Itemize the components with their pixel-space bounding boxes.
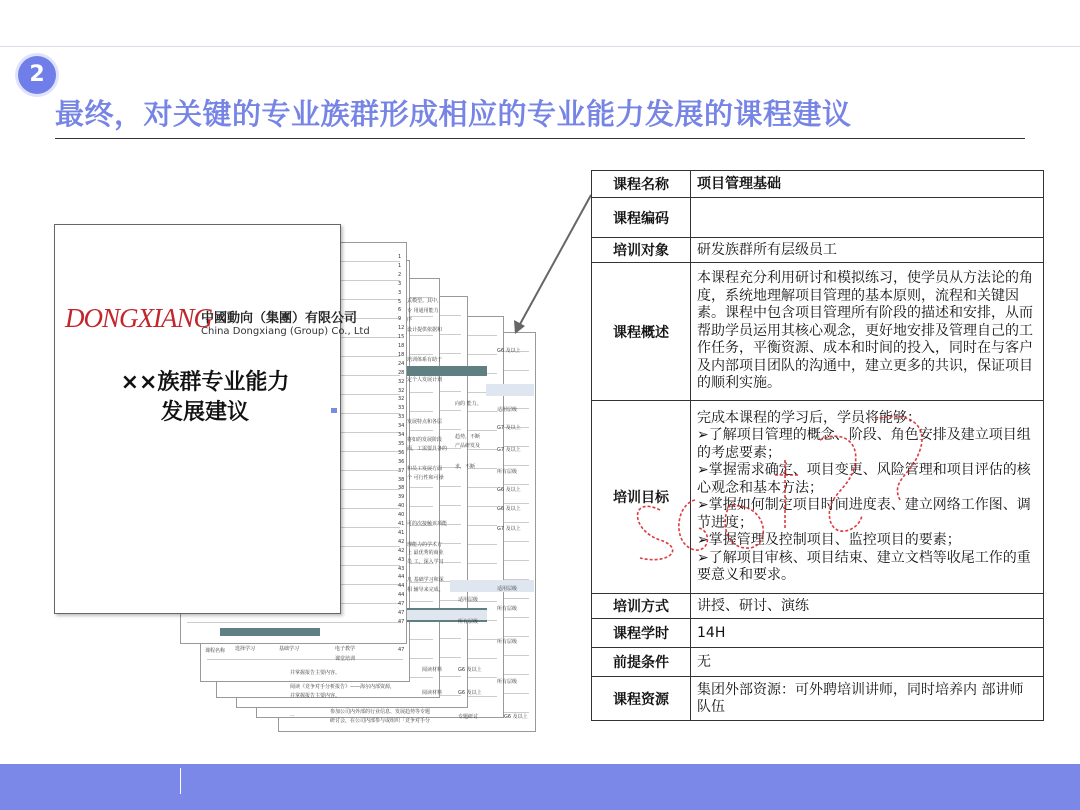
row-method (592, 594, 1044, 619)
value-audience: 研发族群所有层级员工 (691, 238, 1044, 263)
logo-company-en: China Dongxiang (Group) Co., Ltd (201, 326, 370, 337)
document-snippet: 和员工发展方面 (407, 466, 443, 472)
toc-page-number: 44 (398, 592, 405, 599)
value-method: 讲授、研讨、演练 (691, 594, 1044, 619)
document-snippet: 专 用通用能力 (407, 308, 439, 314)
goal-item: ➢了解项目审核、项目结束、建立文档等收尾工作的重要意义和要求。 (697, 549, 1031, 583)
document-snippet: 阅读材料 (422, 690, 443, 696)
document-snippet: 适用层级 (458, 597, 479, 603)
document-snippet: 员 工，深入学习 (407, 559, 444, 565)
label-resources: 课程资源 (592, 677, 691, 721)
cover-title-line2: 发展建议 (160, 400, 249, 425)
document-snippet: 基础学习 (279, 646, 300, 652)
document-snippet: 培训体系有助于 (407, 357, 443, 363)
document-snippet: G7 及以上 (497, 425, 521, 431)
document-snippet: G6 及以上 (504, 714, 528, 720)
step-badge: 2 (18, 56, 56, 94)
page-title: 最终，对关键的专业族群形成相应的专业能力发展的课程建议 (55, 97, 852, 131)
document-snippet: 设计提供依据和 (407, 327, 443, 333)
toc-page-number: 34 (398, 423, 405, 430)
toc-page-number: 42 (398, 538, 405, 545)
document-snippet: G7 及以上 (497, 526, 521, 532)
toc-page-number: 41 (398, 529, 405, 536)
document-snippet: 所有层级 (458, 619, 479, 625)
document-snippet: 选择学习 (235, 646, 256, 652)
footer-divider (180, 768, 181, 794)
document-snippet: 式模型。其中， (407, 298, 443, 304)
document-snippet: 阅读《竞争对手分析报告》——海尔内部资源， (290, 684, 396, 690)
document-snippet: 个 可行性和可操 (407, 475, 444, 481)
row-overview (592, 263, 1044, 401)
value-goals (691, 401, 1044, 594)
toc-page-number: 32 (398, 396, 405, 403)
toc-page-number: 3 (398, 280, 402, 287)
cover-title-line1: ××族群专业能力 (120, 370, 290, 395)
toc-page-number: 37 (398, 467, 405, 474)
label-course-name: 课程名称 (592, 171, 691, 198)
toc-page-number: 35 (398, 440, 405, 447)
label-course-code: 课程编码 (592, 198, 691, 238)
toc-page-number: 42 (398, 547, 405, 554)
toc-page-number: 32 (398, 378, 405, 385)
document-snippet: 面，工需要具备的 (407, 446, 448, 452)
toc-page-number: 18 (398, 343, 405, 349)
toc-page-number: 28 (398, 369, 405, 376)
toc-page-number: 32 (398, 387, 405, 394)
document-snippet: 产品研发及 (455, 443, 481, 449)
document-snippet: G6 及以上 (497, 348, 521, 354)
document-snippet: 凡 基础学习和深 (407, 577, 444, 583)
toc-page-number: 34 (398, 432, 405, 438)
goal-item: ➢了解项目管理的概念、阶段、角色安排及建立项目组的考虑要素； (697, 427, 1031, 461)
document-snippet: G6 及以上 (458, 690, 482, 696)
document-snippet: 发展特点和各层 (407, 419, 443, 425)
label-method: 培训方式 (592, 594, 691, 619)
document-snippet: 趋势，不断 (455, 434, 481, 440)
value-resources: 集团外部资源：可外聘培训讲师，同时培养内 部讲师队伍 (691, 677, 1044, 721)
toc-page-number: 33 (398, 414, 405, 421)
toc-page-number: 18 (398, 351, 405, 358)
value-course-code (691, 198, 1044, 238)
document-snippet: 所有层级 (497, 679, 518, 685)
toc-page-number: 33 (398, 405, 405, 412)
toc-page-number: 1 (398, 262, 402, 269)
document-snippet: 定个人发展计划 (407, 377, 443, 383)
toc-page-number: 36 (398, 449, 405, 456)
document-snippet: 专题研讨 (458, 714, 479, 720)
toc-page-number: 36 (398, 458, 405, 465)
toc-page-number: 40 (398, 512, 405, 519)
toc-page-number: 24 (398, 360, 405, 367)
row-course-name (592, 171, 1044, 198)
document-snippet: G6 及以上 (497, 487, 521, 493)
document-snippet: 所有层级 (497, 606, 518, 612)
toc-page-number: 15 (398, 334, 405, 341)
toc-page-number: 6 (398, 307, 402, 314)
toc-page-number: 1 (398, 254, 402, 260)
document-snippet: 课堂培训 (335, 656, 356, 662)
document-snippet: 适用层级 (497, 586, 518, 592)
document-snippet: 研讨会，在公司内部参与或组织「竞争对手分 (330, 718, 431, 724)
document-snippet: 课程名称 (205, 648, 226, 654)
label-audience: 培训对象 (592, 238, 691, 263)
document-snippet: 所有层级 (497, 469, 518, 475)
value-overview: 本课程充分利用研讨和模拟练习，使学员从方法论的角度，系统地理解项目管理的基本原则，流程和关键因素。课程中包含项目管理所有阶段的描述和安排，从而帮助学员运用其核心观念，更好地安排及管理自己的工作任务，平衡资源、成本和时间的投入，同时在与客户及内部项目团队的沟通中，建立更多的共识，保证项目的顺利实施。 (691, 263, 1044, 401)
document-snippet: 适用层级 (497, 407, 518, 413)
document-snippet: 向的 能力。 (455, 401, 482, 407)
row-course-code (592, 198, 1044, 238)
toc-page-number: 47 (398, 601, 405, 608)
toc-page-number: 39 (398, 494, 405, 501)
document-snippet: 并掌握报告主要内容。 (290, 670, 341, 676)
row-hours (592, 619, 1044, 648)
toc-page-number: 38 (398, 485, 405, 492)
toc-page-number: 5 (398, 298, 402, 305)
document-snippet: 求，不断 (455, 464, 476, 470)
row-audience (592, 238, 1044, 263)
document-snippet: 电子教学 (335, 646, 356, 652)
toc-page-number: 41 (398, 521, 405, 527)
toc-page-number: 44 (398, 574, 405, 581)
document-snippet: 理能力的学术方 (407, 542, 443, 548)
toc-page-number: 2 (398, 271, 402, 278)
document-snippet: 相 辅导来完成。 (407, 587, 444, 593)
toc-page-number: 9 (398, 316, 402, 323)
toc-page-number: 47 (398, 610, 405, 616)
document-snippet: G6 及以上 (458, 667, 482, 673)
toc-page-number: 40 (398, 503, 405, 510)
row-prereq (592, 648, 1044, 677)
document-snippet: 所有层级 (497, 639, 518, 645)
document-snippet: G7 及以上 (497, 447, 521, 453)
document-snippet: 参加公司内外部的行业信息、发展趋势等专题 (330, 709, 431, 715)
footer-bar (0, 764, 1080, 810)
document-snippet: 将如的发展阶段 (407, 437, 443, 443)
dongxiang-logo: DONGXIANG (65, 303, 212, 333)
row-resources (592, 677, 1044, 721)
label-goals: 培训目标 (592, 401, 691, 594)
toc-page-number: 12 (398, 325, 405, 332)
goals-intro: 完成本课程的学习后，学员将能够： (697, 409, 921, 426)
toc-page-number: 43 (398, 565, 405, 572)
value-hours: 14H (691, 619, 1044, 648)
label-overview: 课程概述 (592, 263, 691, 401)
value-course-name: 项目管理基础 (691, 171, 1044, 198)
row-goals (592, 401, 1044, 594)
goal-item: ➢掌握管理及控制项目、监控项目的要素； (697, 532, 961, 548)
toc-page-number: 44 (398, 583, 405, 590)
document-snippet: G6 及以上 (497, 506, 521, 512)
document-snippet: 47 (398, 647, 405, 653)
document-snippet: 序 (407, 317, 413, 323)
document-snippet: 一 (289, 714, 295, 720)
goal-item: ➢掌握如何制定项目时间进度表、建立网络工作图、调节进度； (697, 497, 1031, 531)
document-snippet: 上 最优秀的商业 (407, 550, 444, 556)
toc-page-number: 38 (398, 476, 405, 483)
toc-page-number: 43 (398, 556, 405, 563)
document-snippet: 可的次接触该项能 (407, 521, 448, 527)
document-snippet: 阅读材料 (422, 667, 443, 673)
toc-page-number: 47 (398, 618, 405, 625)
toc-page-number: 3 (398, 289, 402, 296)
value-prereq: 无 (691, 648, 1044, 677)
logo-company-cn: 中國動向（集團）有限公司 (201, 311, 358, 326)
goal-item: ➢掌握需求确定、项目变更、风险管理和项目评估的核心观念和基本方法； (697, 462, 1031, 496)
label-hours: 课程学时 (592, 619, 691, 648)
course-table (591, 170, 1044, 721)
label-prereq: 前提条件 (592, 648, 691, 677)
document-snippet: 并掌握报告主要内容。 (290, 693, 341, 699)
